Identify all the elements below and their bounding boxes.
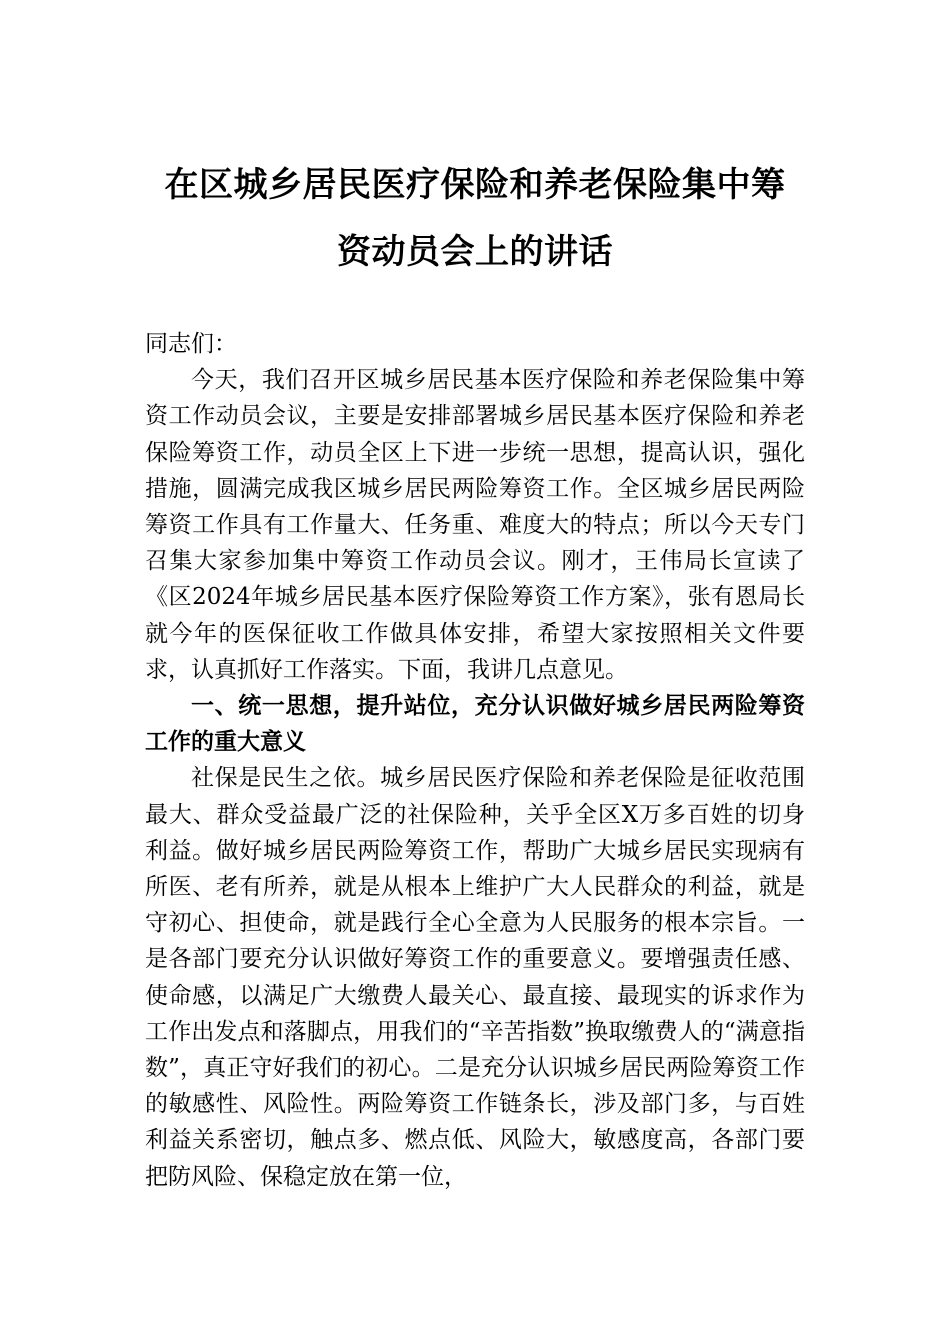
salutation: 同志们： xyxy=(145,331,237,357)
paragraph-section-1: 社保是民生之依。城乡居民医疗保险和养老保险是征收范围最大、群众受益最广泛的社保险种，关乎全区X万多百姓的切身利益。做好城乡居民两险筹资工作，帮助广大城乡居民实现病有所医、老有所养，就是从根本上维护广大人民群众的利益，就是守初心、担使命，就是践行全心全意为人民服务的根本宗旨。一是各部门要充分认识做好筹资工作的重要意义。要增强责任感、使命感，以满足广大缴费人最关心、最直接、最现实的诉求作为工作出发点和落脚点，用我们的“辛苦指数”换取缴费人的“满意指数”，真正守好我们的初心。二是充分认识城乡居民两险筹资工作的敏感性、风险性。两险筹资工作链条长，涉及部门多，与百姓利益关系密切，触点多、燃点低、风险大，敏感度高，各部门要把防风险、保稳定放在第一位， xyxy=(145,765,805,1190)
paragraph-opening: 今天，我们召开区城乡居民基本医疗保险和养老保险集中筹资工作动员会议，主要是安排部署城乡居民基本医疗保险和养老保险筹资工作，动员全区上下进一步统一思想，提高认识，强化措施，圆满完成我区城乡居民两险筹资工作。全区城乡居民两险筹资工作具有工作量大、任务重、难度大的特点；所以今天专门召集大家参加集中筹资工作动员会议。刚才，王伟局长宣读了《区2024年城乡居民基本医疗保险筹资工作方案》，张有恩局长就今年的医保征收工作做具体安排，希望大家按照相关文件要求，认真抓好工作落实。下面，我讲几点意见。 xyxy=(145,367,805,683)
section-heading-1: 一、统一思想，提升站位，充分认识做好城乡居民两险筹资工作的重大意义 xyxy=(145,693,805,756)
document-title-line-1: 在区城乡居民医疗保险和养老保险集中筹 xyxy=(164,165,786,205)
document-body xyxy=(145,326,805,1195)
document-title-line-2: 资动员会上的讲话 xyxy=(337,232,613,272)
